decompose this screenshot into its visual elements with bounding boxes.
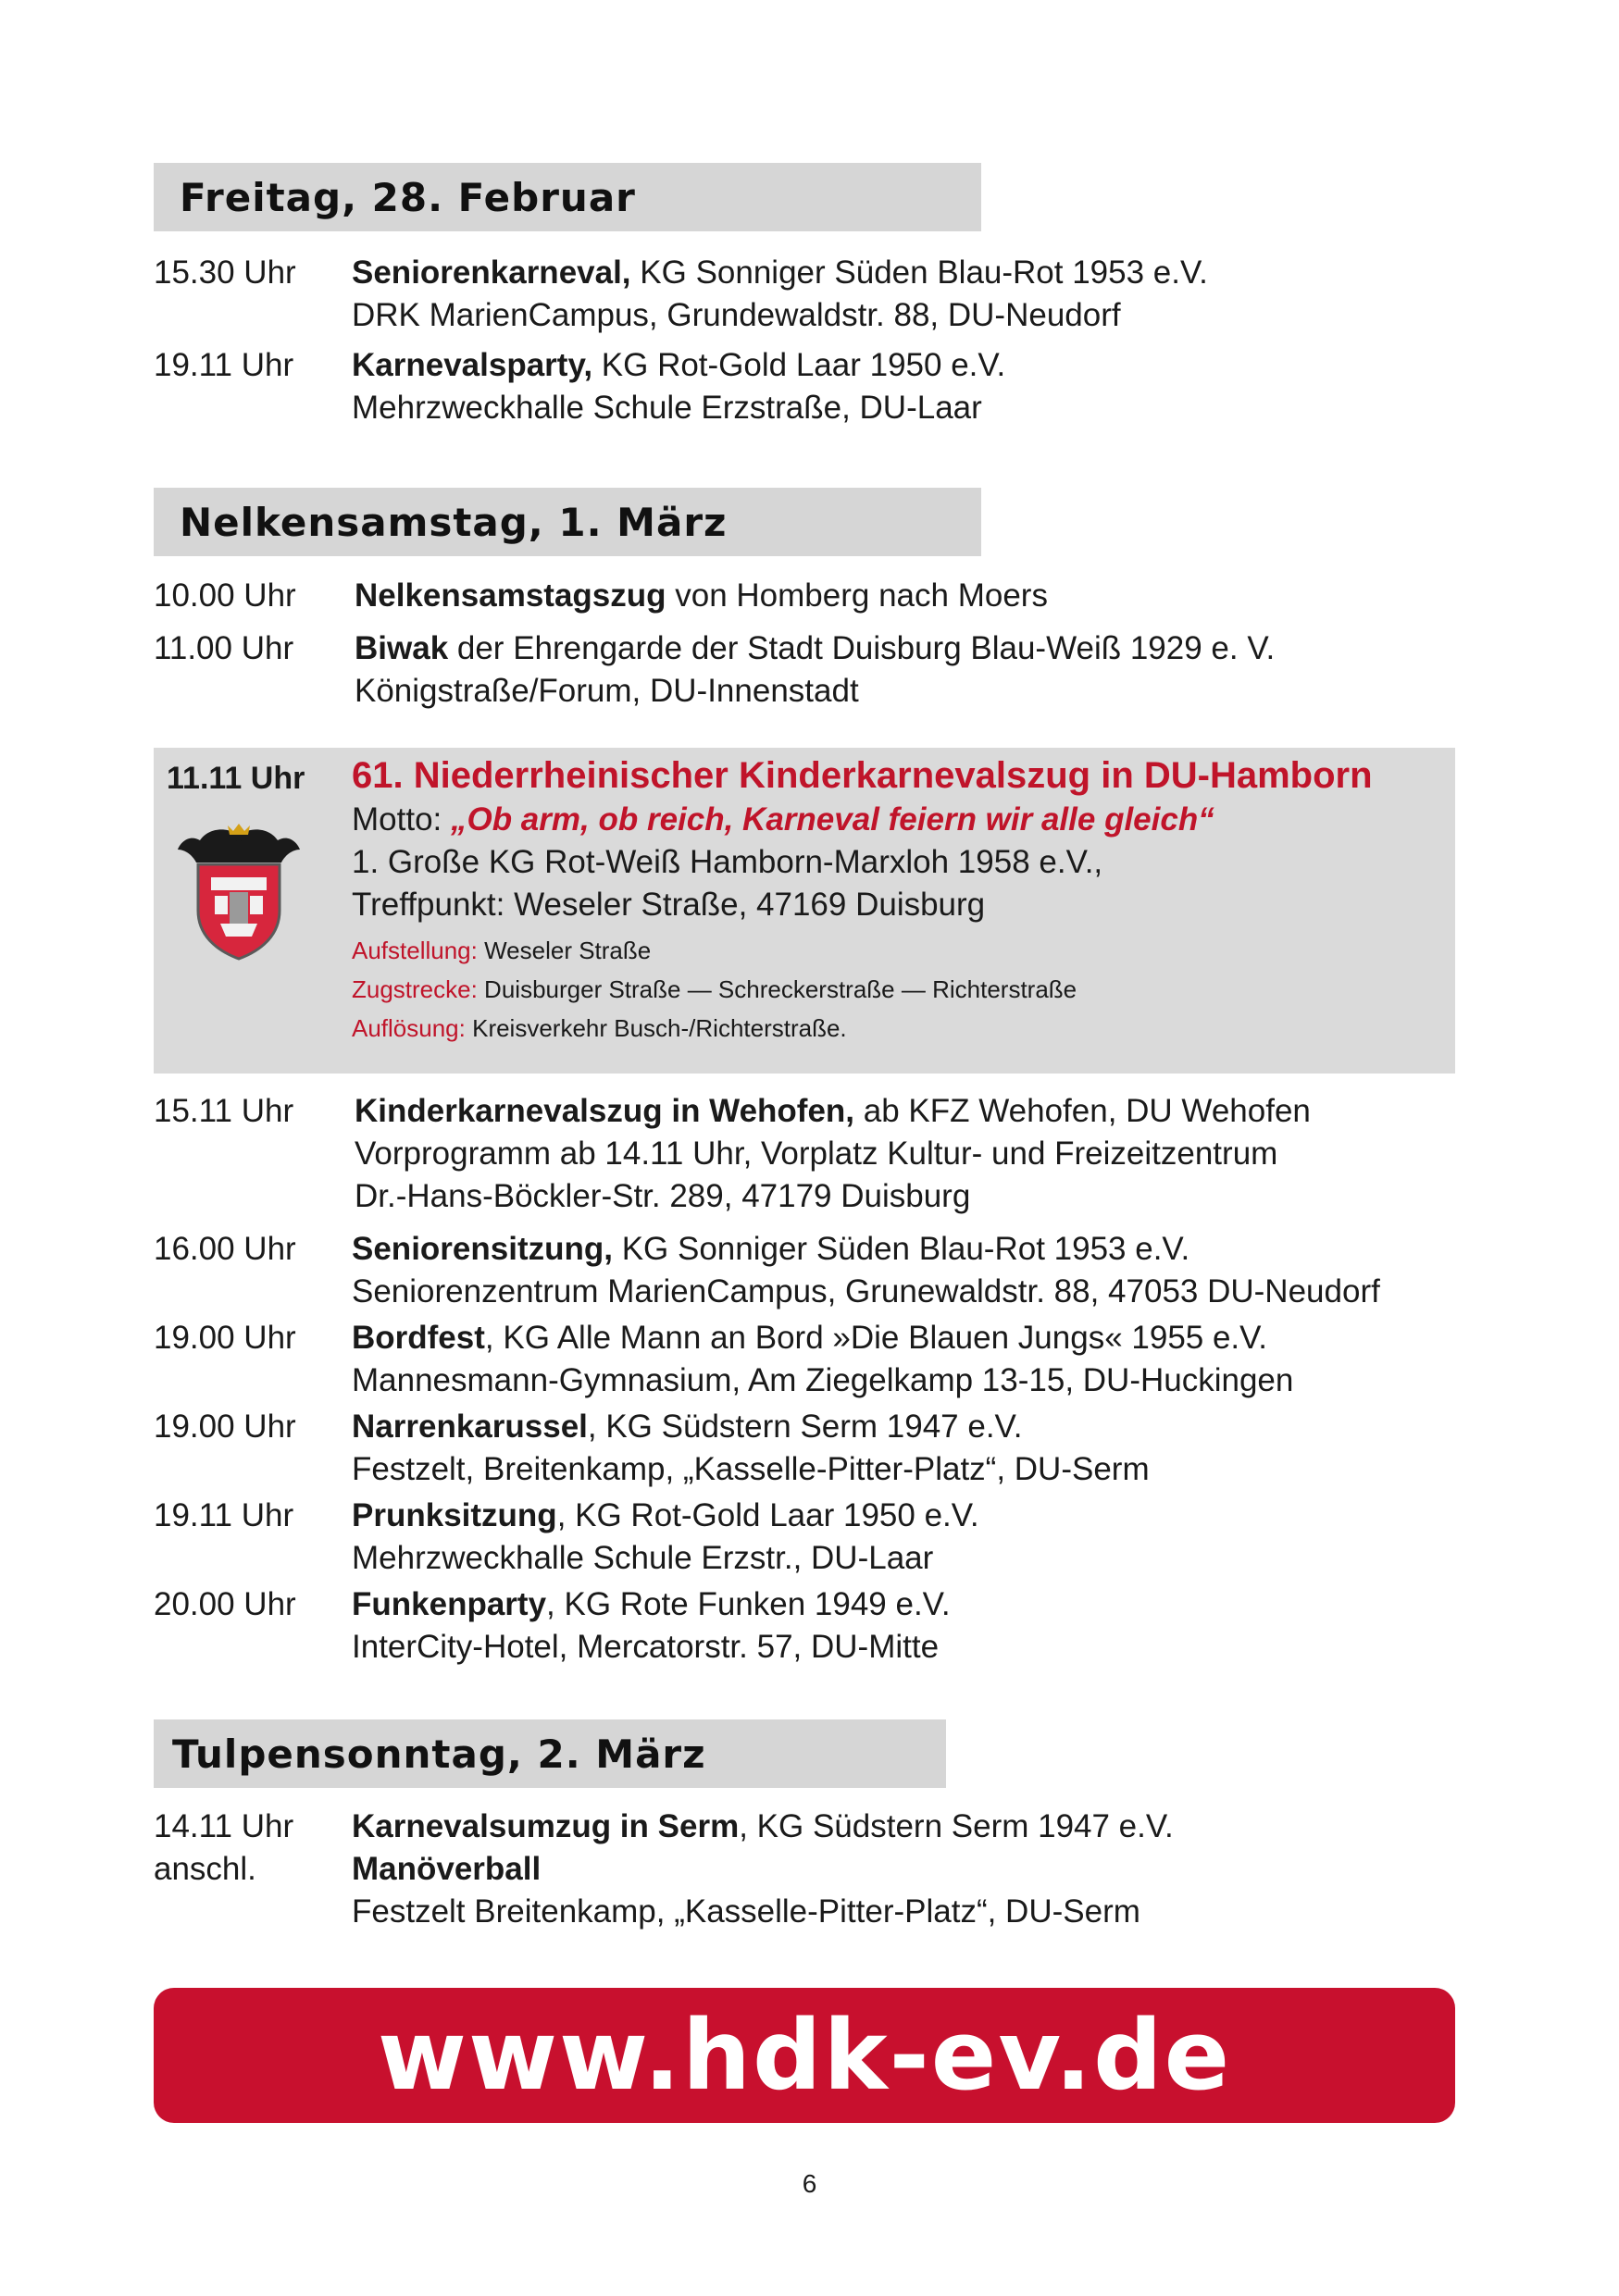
event-location: InterCity-Hotel, Mercatorstr. 57, DU-Mitte	[352, 1629, 940, 1665]
highlight-event-box	[154, 748, 1455, 1074]
event-location: Festzelt Breitenkamp, „Kasselle-Pitter-Platz“, DU-Serm	[352, 1893, 1140, 1930]
event-title: Seniorenkarneval,	[352, 254, 631, 291]
event-time: 16.00 Uhr	[154, 1231, 296, 1267]
event-time: 20.00 Uhr	[154, 1586, 296, 1622]
event-title: Bordfest	[352, 1320, 485, 1356]
event-time: 10.00 Uhr	[154, 577, 296, 614]
event-time: 19.00 Uhr	[154, 1409, 296, 1445]
section-heading-sunday	[154, 1719, 946, 1788]
event-time: 19.00 Uhr	[154, 1320, 296, 1356]
event-time: 15.30 Uhr	[154, 254, 296, 291]
event-time: 14.11 Uhr	[154, 1808, 294, 1844]
aufstellung-value: Weseler Straße	[477, 937, 652, 964]
page-number: 6	[802, 2169, 817, 2198]
event-time: 15.11 Uhr	[154, 1093, 294, 1129]
zugstrecke-label: Zugstrecke:	[352, 975, 478, 1003]
event-organizer: , KG Rot-Gold Laar 1950 e.V.	[556, 1497, 979, 1533]
event-location: Mannesmann-Gymnasium, Am Ziegelkamp 13-15, DU-Huckingen	[352, 1362, 1294, 1398]
section-heading-text: Tulpensonntag, 2. März	[172, 1731, 706, 1777]
event-title: Seniorensitzung,	[352, 1231, 613, 1267]
event-location: Königstraße/Forum, DU-Innenstadt	[355, 673, 859, 709]
section-heading-text: Freitag, 28. Februar	[180, 174, 636, 220]
section-heading-friday	[154, 163, 981, 231]
event-location: Vorprogramm ab 14.11 Uhr, Vorplatz Kultur- und Freizeitzentrum	[355, 1136, 1278, 1172]
event-address: Dr.-Hans-Böckler-Str. 289, 47179 Duisburg	[355, 1178, 971, 1214]
event-title: Kinderkarnevalszug in Wehofen,	[355, 1093, 855, 1129]
event-title: Manöverball	[352, 1851, 542, 1887]
event-time: 19.11 Uhr	[154, 347, 294, 383]
event-organizer: , KG Rote Funken 1949 e.V.	[546, 1586, 951, 1622]
event-organizer: KG Sonniger Süden Blau-Rot 1953 e.V.	[612, 1231, 1190, 1267]
event-title: Karnevalsumzug in Serm	[352, 1808, 740, 1844]
highlight-organizer: 1. Große KG Rot-Weiß Hamborn-Marxloh 1958 e.V.,	[352, 844, 1103, 880]
highlight-meeting-point: Treffpunkt: Weseler Straße, 47169 Duisburg	[352, 887, 986, 923]
website-url[interactable]: www.hdk-ev.de	[377, 1999, 1232, 2112]
event-title: Karnevalsparty,	[352, 347, 593, 383]
event-location: Mehrzweckhalle Schule Erzstr., DU-Laar	[352, 1540, 934, 1576]
section-heading-text: Nelkensamstag, 1. März	[180, 499, 728, 545]
event-title: Funkenparty	[352, 1586, 547, 1622]
event-location: Seniorenzentrum MarienCampus, Grunewaldstr. 88, 47053 DU-Neudorf	[352, 1273, 1380, 1309]
event-location: Mehrzweckhalle Schule Erzstraße, DU-Laar	[352, 390, 982, 426]
coat-of-arms-icon	[174, 822, 304, 961]
event-organizer: ab KFZ Wehofen, DU Wehofen	[854, 1093, 1311, 1129]
event-organizer: von Homberg nach Moers	[666, 577, 1048, 614]
event-organizer: KG Sonniger Süden Blau-Rot 1953 e.V.	[630, 254, 1208, 291]
motto-text: „Ob arm, ob reich, Karneval feiern wir alle gleich“	[450, 801, 1214, 838]
event-title: Prunksitzung	[352, 1497, 557, 1533]
zugstrecke-value: Duisburger Straße — Schreckerstraße — Richterstraße	[477, 975, 1077, 1003]
aufloesung-label: Auflösung:	[352, 1014, 466, 1042]
event-time: 19.11 Uhr	[154, 1497, 294, 1533]
highlight-title: 61. Niederrheinischer Kinderkarnevalszug in DU-Hamborn	[352, 755, 1373, 796]
highlight-time: 11.11 Uhr	[167, 761, 305, 796]
event-time: 11.00 Uhr	[154, 630, 294, 666]
event-organizer: , KG Südstern Serm 1947 e.V.	[739, 1808, 1174, 1844]
event-time: anschl.	[154, 1851, 256, 1887]
event-organizer: , KG Südstern Serm 1947 e.V.	[587, 1409, 1023, 1445]
event-title: Nelkensamstagszug	[355, 577, 666, 614]
section-heading-saturday	[154, 488, 981, 556]
motto-label: Motto:	[352, 801, 451, 838]
website-banner[interactable]	[154, 1988, 1455, 2123]
event-location: DRK MarienCampus, Grundewaldstr. 88, DU-Neudorf	[352, 297, 1121, 333]
event-location: Festzelt, Breitenkamp, „Kasselle-Pitter-Platz“, DU-Serm	[352, 1451, 1150, 1487]
event-organizer: der Ehrengarde der Stadt Duisburg Blau-Weiß 1929 e. V.	[448, 630, 1276, 666]
event-title: Biwak	[355, 630, 449, 666]
event-organizer: KG Rot-Gold Laar 1950 e.V.	[592, 347, 1006, 383]
aufloesung-value: Kreisverkehr Busch-/Richterstraße.	[465, 1014, 847, 1042]
event-title: Narrenkarussel	[352, 1409, 588, 1445]
aufstellung-label: Aufstellung:	[352, 937, 478, 964]
event-organizer: , KG Alle Mann an Bord »Die Blauen Jungs« 1955 e.V.	[484, 1320, 1268, 1356]
